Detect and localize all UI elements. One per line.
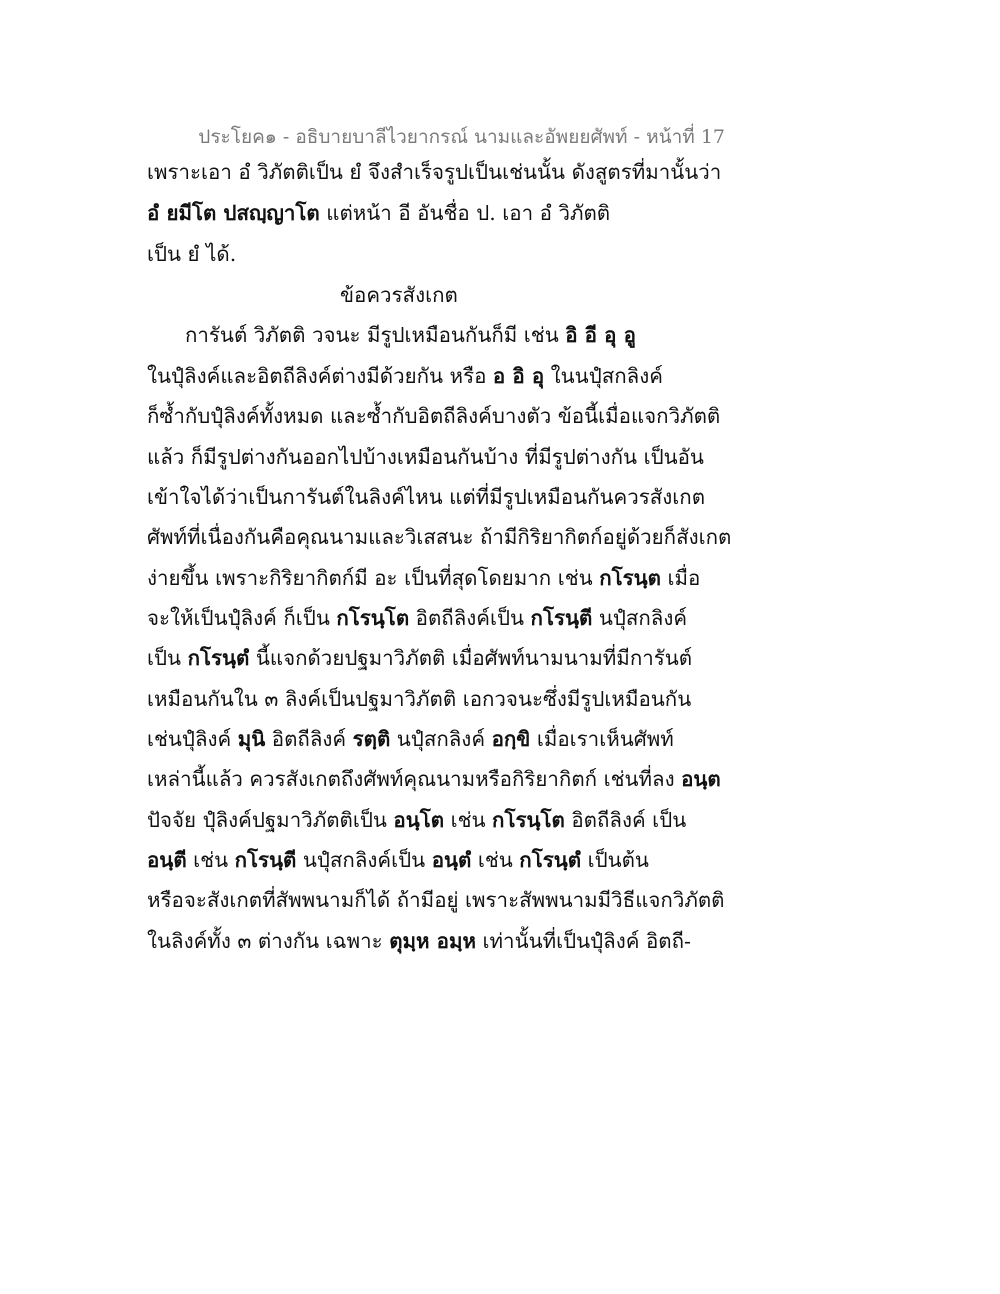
text-run: นปุํสกลิงค์	[592, 606, 688, 630]
text-run: เหล่านี้แล้ว ควรสังเกตถึงศัพท์คุณนามหรือกิริยากิตก์ เช่นที่ลง	[147, 767, 682, 791]
text-run: เช่นปุํลิงค์	[147, 727, 238, 751]
text-run: เมื่อ	[660, 566, 701, 590]
text-line-10: ศัพท์ที่เนื่องกันคือคุณนามและวิเสสนะ ถ้ามีกิริยากิตก์อยู่ด้วยก็สังเกต	[147, 525, 732, 549]
bold-term: อํ ยมีโต ปสญฺญาโต	[147, 201, 320, 225]
text-line-11	[147, 568, 700, 589]
bold-term: กโรนฺตี	[530, 606, 593, 630]
text-run: นปุํสกลิงค์	[390, 727, 492, 751]
text-line-12	[147, 608, 687, 629]
bold-term: อนฺโต	[393, 808, 445, 832]
bold-term: ตุมฺห อมฺห	[389, 929, 477, 953]
running-header: ประโยค๑ - อธิบายบาลีไวยากรณ์ นามและอัพยยศัพท์ - หน้าที่ 17	[198, 126, 725, 148]
text-run: เมื่อเราเห็นศัพท์	[530, 727, 674, 751]
text-run: ในลิงค์ทั้ง ๓ ต่างกัน เฉพาะ	[147, 929, 390, 953]
text-line-5	[185, 325, 636, 346]
text-line-2	[147, 203, 610, 224]
text-run: ในนปุํสกลิงค์	[544, 364, 663, 388]
text-line-8: แล้ว ก็มีรูปต่างกันออกไปบ้างเหมือนกันบ้าง ที่มีรูปต่างกัน เป็นอัน	[147, 445, 704, 469]
bold-term: อิ อี อุ อู	[565, 323, 636, 347]
text-run: นปุํสกลิงค์เป็น	[296, 848, 432, 872]
bold-term: กโรนฺตํ	[187, 646, 250, 670]
text-line-9: เข้าใจได้ว่าเป็นการันต์ในลิงค์ไหน แต่ที่มีรูปเหมือนกันควรสังเกต	[147, 485, 706, 509]
text-run: เช่น	[471, 848, 520, 872]
bold-term: กโรนฺตี	[234, 848, 297, 872]
text-run: ปัจจัย ปุํลิงค์ปฐมาวิภัตติเป็น	[147, 808, 394, 832]
text-line-7: ก็ซ้ำกับปุํลิงค์ทั้งหมด และซ้ำกับอิตถีลิงค์บางตัว ข้อนี้เมื่อแจกวิภัตติ	[147, 404, 721, 428]
text-run: แต่หน้า อี อันชื่อ ป. เอา อํ วิภัตติ	[319, 201, 611, 225]
text-run: การันต์ วิภัตติ วจนะ มีรูปเหมือนกันก็มี เช่น	[185, 323, 566, 347]
bold-term: กโรนฺโต	[336, 606, 410, 630]
bold-term: อนฺตํ	[431, 848, 472, 872]
text-line-14: เหมือนกันใน ๓ ลิงค์เป็นปฐมาวิภัตติ เอกวจนะซึ่งมีรูปเหมือนกัน	[147, 687, 692, 711]
bold-term: กโรนฺตํ	[519, 848, 582, 872]
text-line-3: เป็น ยํ ได้.	[147, 242, 237, 266]
bold-term: อนฺตี	[147, 848, 187, 872]
text-line-20	[147, 931, 691, 952]
text-run: ง่ายขึ้น เพราะกิริยากิตก์มี อะ เป็นที่สุดโดยมาก เช่น	[147, 566, 600, 590]
text-run: เป็นต้น	[581, 848, 649, 872]
section-heading: ข้อควรสังเกต	[340, 283, 458, 307]
bold-term: กโรนฺโต	[492, 808, 565, 832]
text-line-15	[147, 729, 674, 750]
text-line-13	[147, 648, 692, 669]
bold-term: อ อิ อุ	[492, 364, 545, 388]
text-run: อิตถีลิงค์	[265, 727, 353, 751]
text-line-18	[147, 850, 649, 871]
bold-term: อกฺขิ	[491, 727, 531, 751]
bold-term: รตฺติ	[352, 727, 391, 751]
bold-term: กโรนฺต	[599, 566, 661, 590]
text-run: อิตถีลิงค์เป็น	[409, 606, 531, 630]
text-line-1: เพราะเอา อํ วิภัตติเป็น ยํ จึงสำเร็จรูปเป็นเช่นนั้น ดังสูตรที่มานั้นว่า	[147, 160, 722, 184]
text-line-17	[147, 810, 686, 831]
text-run: ในปุํลิงค์และอิตถีลิงค์ต่างมีด้วยกัน หรือ	[147, 364, 493, 388]
text-run: จะให้เป็นปุํลิงค์ ก็เป็น	[147, 606, 337, 630]
text-run: เป็น	[147, 646, 188, 670]
text-run: อิตถีลิงค์ เป็น	[564, 808, 687, 832]
text-run: นี้แจกด้วยปฐมาวิภัตติ เมื่อศัพท์นามนามที่มีการันต์	[249, 646, 693, 670]
text-line-6	[147, 366, 663, 387]
text-run: เช่น	[186, 848, 235, 872]
text-run: เท่านั้นที่เป็นปุํลิงค์ อิตถี-	[476, 929, 691, 953]
bold-term: มุนิ	[237, 727, 266, 751]
text-run: เช่น	[444, 808, 493, 832]
text-line-16	[147, 769, 721, 790]
text-line-19: หรือจะสังเกตที่สัพพนามก็ได้ ถ้ามีอยู่ เพราะสัพพนามมีวิธีแจกวิภัตติ	[147, 888, 725, 912]
bold-term: อนฺต	[681, 767, 721, 791]
